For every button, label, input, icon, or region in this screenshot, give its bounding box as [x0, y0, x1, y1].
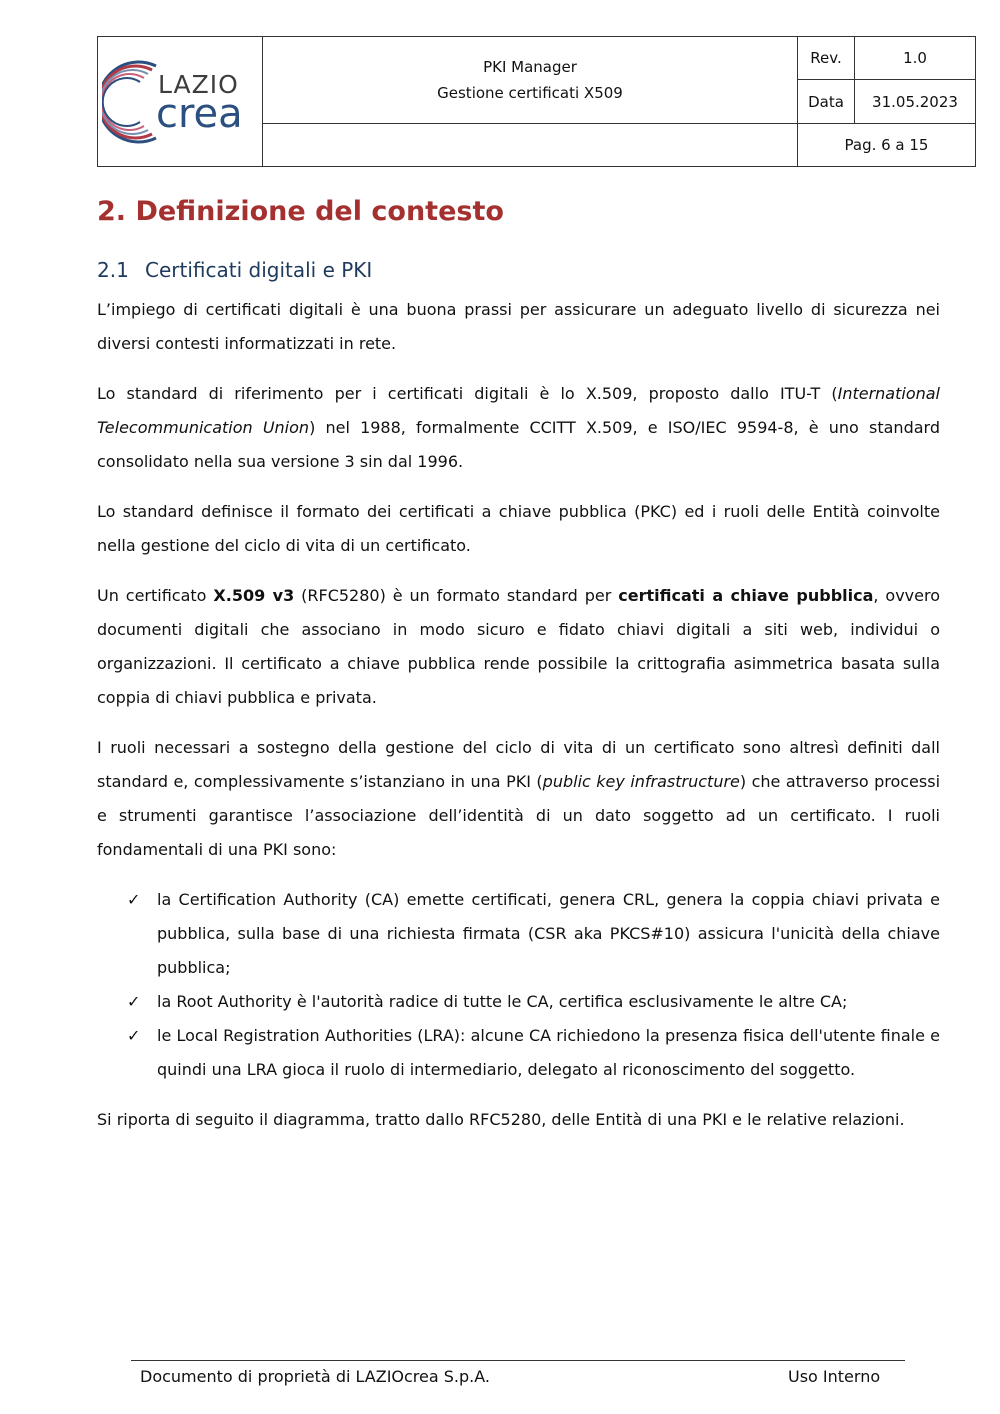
lazio-crea-logo: [98, 38, 262, 166]
section-heading: 2. Definizione del contesto: [97, 196, 504, 227]
paragraph-4-text-c: (RFC5280) è un formato standard per: [294, 586, 619, 605]
logo-arc-icon: [102, 56, 162, 148]
paragraph-2-text-c: ) nel 1988, formalmente CCITT X.509, e ISO/IEC 9594-8, è uno standard consolidato nella sua versione 3 sin dal 1996.: [97, 418, 940, 471]
paragraph-2-italic: International Telecommunication Union: [97, 384, 940, 437]
date-label: Data: [798, 80, 855, 124]
subsection-heading: [97, 258, 372, 282]
check-icon: ✓: [127, 1026, 141, 1045]
date-value: 31.05.2023: [855, 80, 976, 124]
paragraph-4-text-a: Un certificato: [97, 586, 214, 605]
footer-divider: [131, 1360, 905, 1361]
paragraph-4: [97, 579, 940, 715]
rev-label: Rev.: [798, 37, 855, 80]
body-content: [97, 293, 940, 1153]
paragraph-3: Lo standard definisce il formato dei certificati a chiave pubblica (PKC) ed i ruoli delle Entità coinvolte nella gestione del ciclo di vita di un certificato.: [97, 502, 940, 555]
check-icon: ✓: [127, 992, 141, 1011]
paragraph-5-text-a: I ruoli necessari a sostegno della gestione del ciclo di vita di un certificato sono altresì definiti dall standard e, complessivamente s’istanziano in una PKI (: [97, 738, 940, 791]
footer-ownership: Documento di proprietà di LAZIOcrea S.p.A.: [140, 1367, 490, 1386]
footer-classification: Uso Interno: [788, 1367, 881, 1386]
list-item-text: la Certification Authority (CA) emette certificati, genera CRL, genera la coppia chiavi privata e pubblica, sulla base di una richiesta firmata (CSR aka PKCS#10) assicura l'unicità della chiave pubblica;: [157, 890, 940, 977]
paragraph-5: [97, 731, 940, 867]
paragraph-6: Si riporta di seguito il diagramma, tratto dallo RFC5280, delle Entità di una PKI e le relative relazioni.: [97, 1110, 905, 1129]
paragraph-2: [97, 377, 940, 479]
subsection-title: Certificati digitali e PKI: [145, 258, 373, 282]
list-item: [97, 883, 940, 985]
page-number: Pag. 6 a 15: [798, 124, 976, 167]
paragraph-5-italic: public key infrastructure: [542, 772, 740, 791]
subsection-number: 2.1: [97, 258, 129, 282]
check-icon: ✓: [127, 890, 141, 909]
paragraph-4-bold-b: certificati a chiave pubblica: [618, 586, 874, 605]
logo-text-crea: crea: [156, 90, 243, 137]
paragraph-2-text-a: Lo standard di riferimento per i certificati digitali è lo X.509, proposto dallo ITU-T (: [97, 384, 838, 403]
document-header-table: [97, 36, 976, 167]
list-item: [97, 1019, 940, 1087]
list-item-text: le Local Registration Authorities (LRA): alcune CA richiedono la presenza fisica dell'utente finale e quindi una LRA gioca il ruolo di intermediario, delegato al riconoscimento del soggetto.: [157, 1026, 940, 1079]
logo-text-lazio: LAZIO: [158, 69, 239, 99]
list-item: [97, 985, 940, 1019]
paragraph-1: L’impiego di certificati digitali è una buona prassi per assicurare un adeguato livello di sicurezza nei diversi contesti informatizzati in rete.: [97, 300, 940, 353]
paragraph-4-bold-a: X.509 v3: [213, 586, 295, 605]
rev-value: 1.0: [855, 37, 976, 80]
paragraph-5-text-c: ) che attraverso processi e strumenti garantisce l’associazione dell’identità di un dato soggetto ad un certificato. I ruoli fondamentali di una PKI sono:: [97, 772, 941, 859]
paragraph-4-text-e: , ovvero documenti digitali che associano in modo sicuro e fidato chiavi digitali a siti web, individui o organizzazioni. Il certificato a chiave pubblica rende possibile la crittografia asimmetrica basata sulla coppia di chiavi pubblica e privata.: [97, 586, 941, 707]
document-title-line1: PKI Manager: [483, 58, 577, 76]
document-title-cell: [263, 37, 798, 124]
pki-roles-list: [97, 883, 940, 1087]
logo-cell: [98, 37, 263, 167]
document-title-line2: Gestione certificati X509: [437, 84, 623, 102]
header-empty-cell: [263, 124, 798, 167]
list-item-text: la Root Authority è l'autorità radice di tutte le CA, certifica esclusivamente le altre CA;: [157, 992, 848, 1011]
